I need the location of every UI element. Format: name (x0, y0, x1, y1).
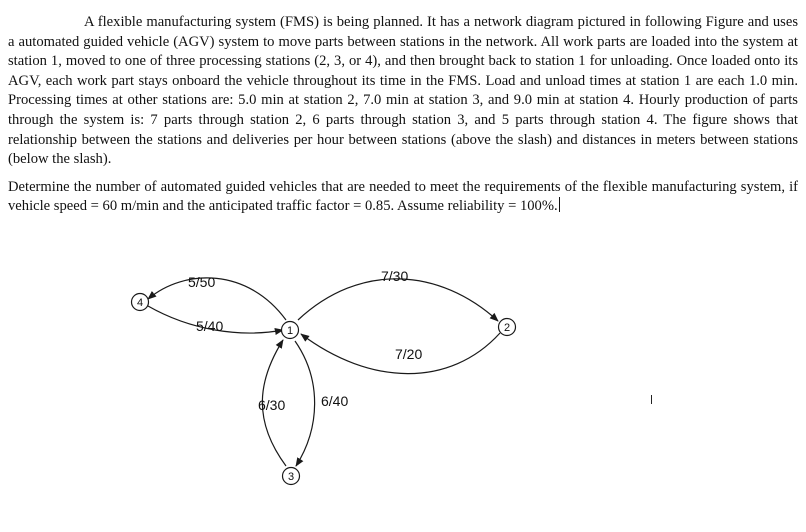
station-2-label: 2 (503, 322, 511, 334)
station-node-4 (132, 294, 149, 311)
edge-1-to-4 (148, 278, 286, 320)
edge-label-1-to-3: 6/40 (321, 393, 349, 409)
station-4-label: 4 (136, 297, 144, 309)
stray-mark (651, 395, 652, 404)
problem-paragraph-2-text: Determine the number of automated guided vehicles that are needed to meet the requirements of the flexible manufacturing system, if vehicle speed = 60 m/min and the anticipated traffic factor = 0.85. Assume reliability = 100%. (8, 178, 798, 215)
station-node-1 (282, 322, 299, 339)
station-1-label: 1 (286, 325, 294, 337)
station-3-label: 3 (287, 471, 295, 483)
edge-1-to-3 (295, 341, 315, 466)
station-node-2 (499, 319, 516, 336)
edge-1-to-2 (298, 279, 498, 321)
edge-label-3-to-1: 6/30 (258, 397, 286, 413)
station-node-3 (283, 468, 300, 485)
edge-label-1-to-2: 7/30 (381, 268, 409, 284)
problem-paragraph-1: A flexible manufacturing system (FMS) is being planned. It has a network diagram pictured in following Figure and uses a automated guided vehicle (AGV) system to move parts between stations in the network. All work parts are loaded into the system at station 1, moved to one of three processing stations (2, 3, or 4), and then brought back to station 1 for unloading. Once loaded onto its AGV, each work part stays onboard the vehicle throughout its time in the FMS. Load and unload times at station 1 are each 1.0 min. Processing times at other stations are: 5.0 min at station 2, 7.0 min at station 3, and 9.0 min at station 4. Hourly production of parts through the system is: 7 parts through station 2, 6 parts through station 3, and 5 parts through station 4. The figure shows that relationship between the stations and deliveries per hour between stations (above the slash) and distances in meters between stations (below the slash). (8, 14, 798, 168)
edge-label-4-to-1: 5/40 (196, 318, 224, 334)
edge-label-2-to-1: 7/20 (395, 346, 423, 362)
edge-label-1-to-4: 5/50 (188, 274, 216, 290)
